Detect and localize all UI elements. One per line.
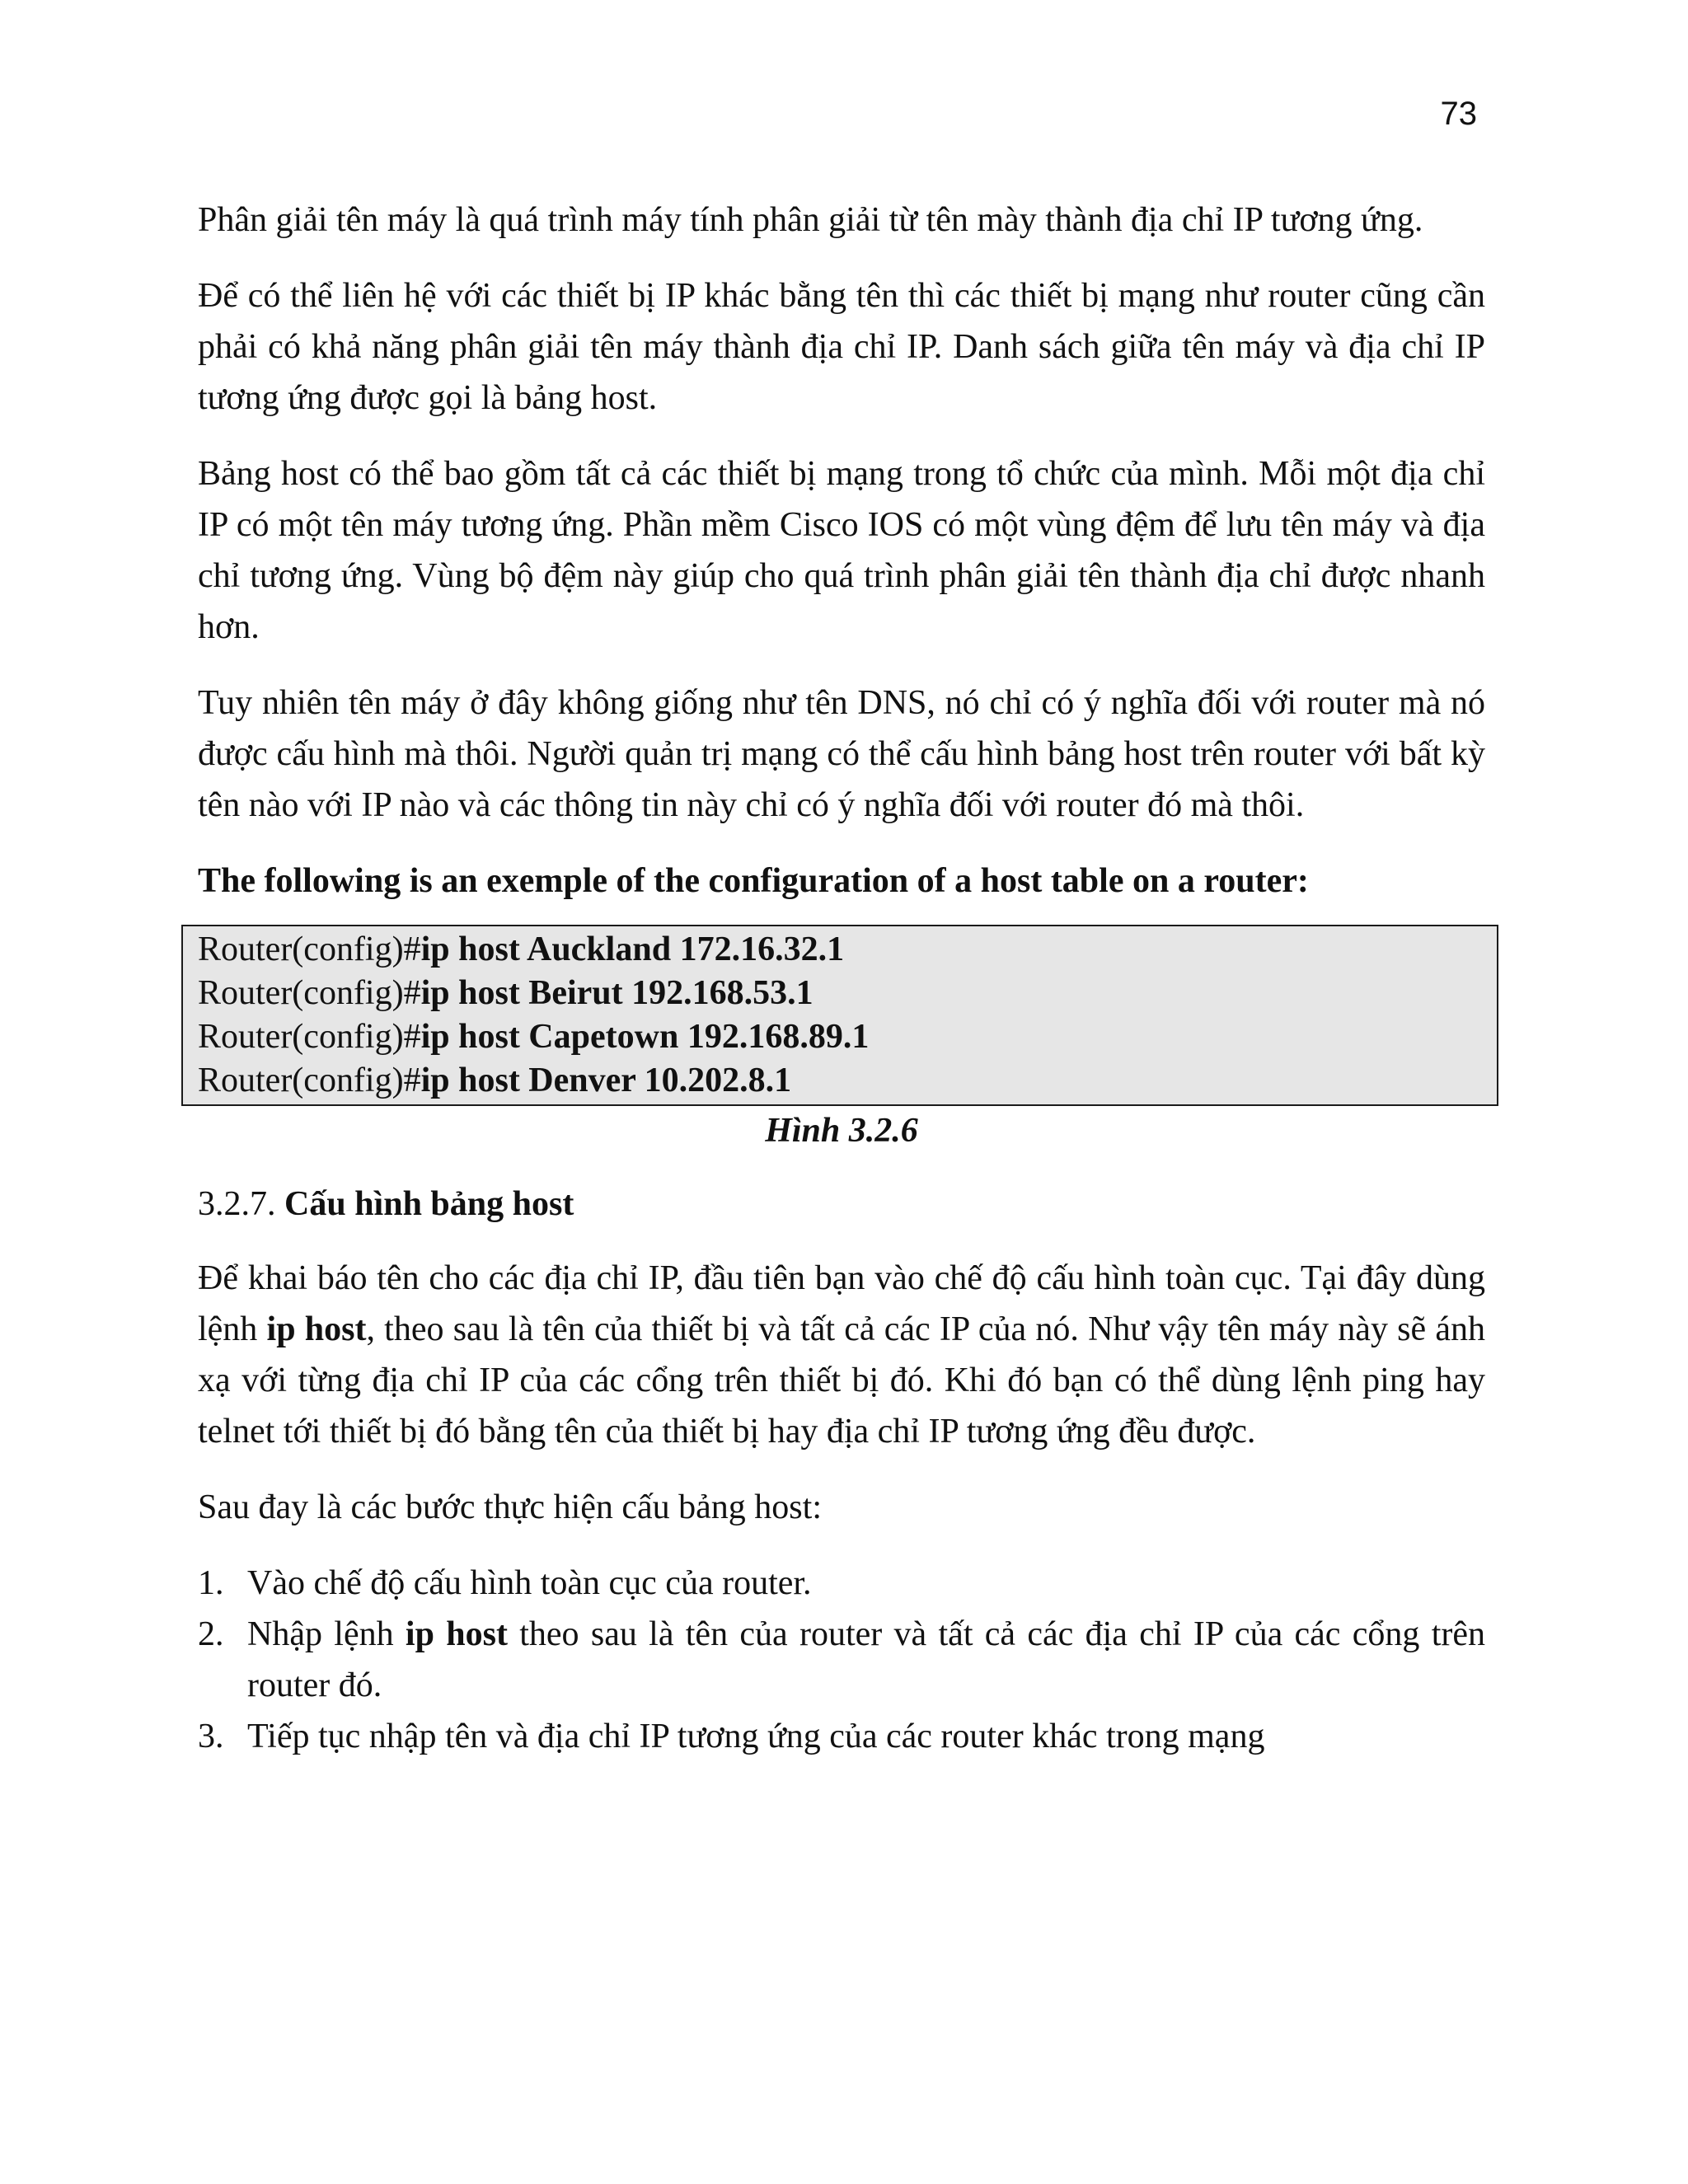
list-number: 1.	[198, 1564, 224, 1602]
list-number: 2.	[198, 1615, 224, 1653]
command-name: ip host	[405, 1615, 508, 1653]
list-number: 3.	[198, 1718, 224, 1755]
code-command: ip host Auckland 172.16.32.1	[420, 930, 845, 968]
code-prompt: Router(config)#	[198, 1018, 421, 1056]
section-heading	[198, 1179, 1485, 1230]
text-run: theo sau là tên của router và tất cả các địa chỉ IP của các cổng trên router đó.	[247, 1615, 1485, 1704]
section-title: Cấu hình bảng host	[284, 1185, 574, 1223]
text-run: Nhập lệnh	[247, 1615, 406, 1653]
text-run: Tiếp tục nhập tên và địa chỉ IP tương ứng của các router khác trong mạng	[247, 1718, 1265, 1755]
list-item	[198, 1609, 1485, 1711]
list-item	[198, 1558, 1485, 1609]
code-block	[181, 925, 1498, 1106]
steps-intro: Sau đay là các bước thực hiện cấu bảng host:	[198, 1488, 822, 1526]
code-command: ip host Beirut 192.168.53.1	[420, 974, 814, 1012]
code-line	[198, 1059, 1497, 1103]
steps-list	[198, 1558, 1485, 1762]
code-command: ip host Denver 10.202.8.1	[420, 1062, 792, 1099]
text-run: Để khai báo tên cho các địa chỉ IP, đầu tiên bạn vào chế độ cấu hình toàn cục. Tại đây dùng lệnh	[198, 1259, 1485, 1348]
code-line	[198, 928, 1497, 972]
paragraph-4: Tuy nhiên tên máy ở đây không giống như tên DNS, nó chỉ có ý nghĩa đối với router mà nó được cấu hình mà thôi. Người quản trị mạng có thể cấu hình bảng host trên router với bất kỳ tên nào với IP nào và các thông tin này chỉ có ý nghĩa đối với router đó mà thôi.	[198, 684, 1485, 824]
page-number: 73	[1440, 96, 1477, 132]
code-line	[198, 1015, 1497, 1059]
paragraph-3: Bảng host có thể bao gồm tất cả các thiết bị mạng trong tổ chức của mình. Mỗi một địa chỉ IP có một tên máy tương ứng. Phần mềm Cisco IOS có một vùng đệm để lưu tên máy và địa chỉ tương ứng. Vùng bộ đệm này giúp cho quá trình phân giải tên thành địa chỉ được nhanh hơn.	[198, 455, 1485, 646]
list-item	[198, 1711, 1485, 1762]
paragraph-1: Phân giải tên máy là quá trình máy tính phân giải từ tên mày thành địa chỉ IP tương ứng.	[198, 201, 1423, 239]
example-heading: The following is an exemple of the configuration of a host table on a router:	[198, 862, 1309, 900]
code-line	[198, 972, 1497, 1015]
figure-caption: Hình 3.2.6	[765, 1112, 918, 1150]
code-command: ip host Capetown 192.168.89.1	[420, 1018, 870, 1056]
section-paragraph	[198, 1253, 1485, 1457]
code-prompt: Router(config)#	[198, 1062, 421, 1099]
section-number: 3.2.7.	[198, 1185, 276, 1223]
text-run: Vào chế độ cấu hình toàn cục của router.	[247, 1564, 812, 1602]
code-prompt: Router(config)#	[198, 930, 421, 968]
text-run: , theo sau là tên của thiết bị và tất cả các IP của nó. Như vậy tên máy này sẽ ánh xạ với từng địa chỉ IP của các cổng trên thiết bị đó. Khi đó bạn có thể dùng lệnh ping hay telnet tới thiết bị đó bằng tên của thiết bị hay địa chỉ IP tương ứng đều được.	[198, 1310, 1486, 1451]
paragraph-2: Để có thể liên hệ với các thiết bị IP khác bằng tên thì các thiết bị mạng như router cũng cần phải có khả năng phân giải tên máy thành địa chỉ IP. Danh sách giữa tên máy và địa chỉ IP tương ứng được gọi là bảng host.	[198, 277, 1485, 417]
code-prompt: Router(config)#	[198, 974, 421, 1012]
page-content	[198, 194, 1485, 1762]
command-name: ip host	[266, 1310, 367, 1348]
